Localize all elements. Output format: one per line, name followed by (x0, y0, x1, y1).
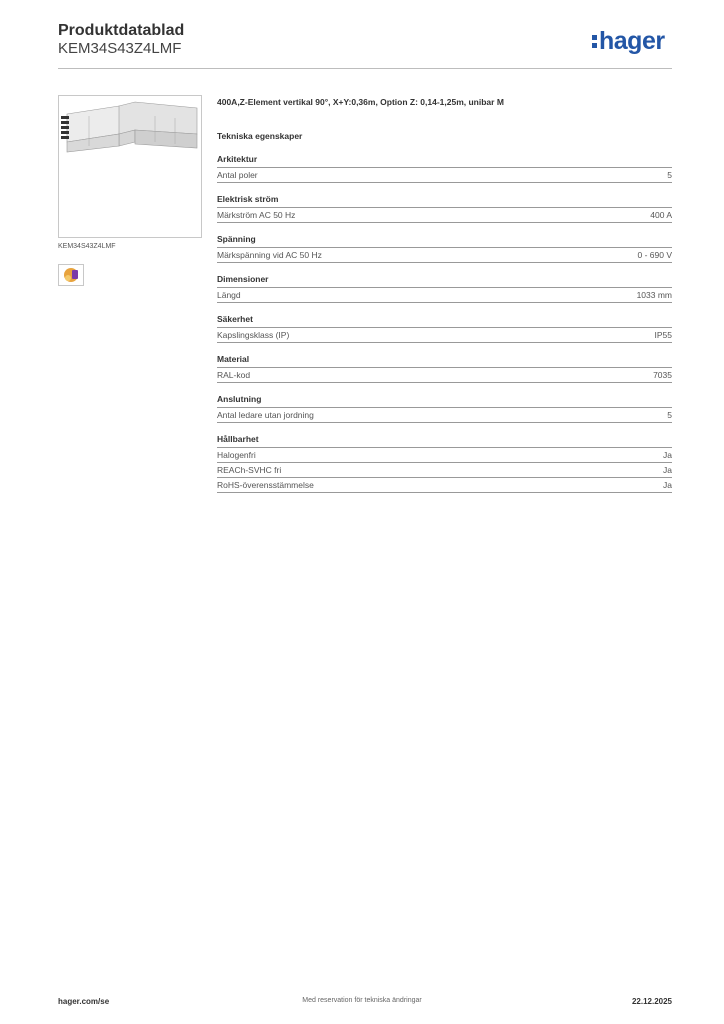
section-title: Arkitektur (217, 152, 672, 168)
footer-website[interactable]: hager.com/se (58, 997, 110, 1006)
technical-properties-heading: Tekniska egenskaper (217, 131, 303, 141)
logo-text: hager (599, 27, 665, 55)
property-label: Antal poler (217, 170, 258, 180)
logo-dots-icon (592, 32, 597, 50)
properties-list (217, 152, 672, 502)
property-value: Ja (663, 480, 672, 490)
property-row (217, 478, 672, 493)
property-value: Ja (663, 465, 672, 475)
section-title: Säkerhet (217, 312, 672, 328)
property-section (217, 192, 672, 223)
product-code: KEM34S43Z4LMF (58, 40, 182, 57)
property-section (217, 392, 672, 423)
property-label: RoHS-överensstämmelse (217, 480, 314, 490)
property-label: Längd (217, 290, 241, 300)
property-section (217, 152, 672, 183)
property-row (217, 408, 672, 423)
property-row (217, 168, 672, 183)
section-title: Hållbarhet (217, 432, 672, 448)
property-row (217, 448, 672, 463)
property-label: Halogenfri (217, 450, 256, 460)
property-value: 400 A (650, 210, 672, 220)
section-title: Dimensioner (217, 272, 672, 288)
property-value: 0 - 690 V (637, 250, 672, 260)
property-value: 1033 mm (636, 290, 672, 300)
section-title: Elektrisk ström (217, 192, 672, 208)
property-section (217, 312, 672, 343)
property-value: Ja (663, 450, 672, 460)
property-row (217, 288, 672, 303)
header-divider (58, 68, 672, 69)
section-title: Spänning (217, 232, 672, 248)
property-section (217, 232, 672, 263)
hager-logo[interactable] (592, 27, 665, 56)
sustainability-badge-icon (58, 264, 84, 286)
property-section (217, 432, 672, 493)
property-label: Kapslingsklass (IP) (217, 330, 290, 340)
property-label: Antal ledare utan jordning (217, 410, 314, 420)
product-image-caption: KEM34S43Z4LMF (58, 243, 116, 250)
property-label: RAL-kod (217, 370, 251, 380)
property-row (217, 463, 672, 478)
property-row (217, 248, 672, 263)
property-section (217, 272, 672, 303)
property-label: Märkspänning vid AC 50 Hz (217, 250, 322, 260)
property-row (217, 368, 672, 383)
property-value: IP55 (654, 330, 672, 340)
product-image (58, 95, 202, 238)
property-label: Märkström AC 50 Hz (217, 210, 296, 220)
property-row (217, 208, 672, 223)
property-value: 7035 (653, 370, 672, 380)
page-title: Produktdatablad (58, 22, 185, 39)
section-title: Material (217, 352, 672, 368)
property-row (217, 328, 672, 343)
product-description: 400A,Z-Element vertikal 90°, X+Y:0,36m, Option Z: 0,14-1,25m, unibar M (217, 97, 504, 107)
footer-date: 22.12.2025 (631, 997, 672, 1006)
footer-disclaimer: Med reservation för tekniska ändringar (302, 997, 422, 1004)
property-label: REACh-SVHC fri (217, 465, 282, 475)
section-title: Anslutning (217, 392, 672, 408)
property-value: 5 (667, 410, 672, 420)
property-value: 5 (667, 170, 672, 180)
property-section (217, 352, 672, 383)
